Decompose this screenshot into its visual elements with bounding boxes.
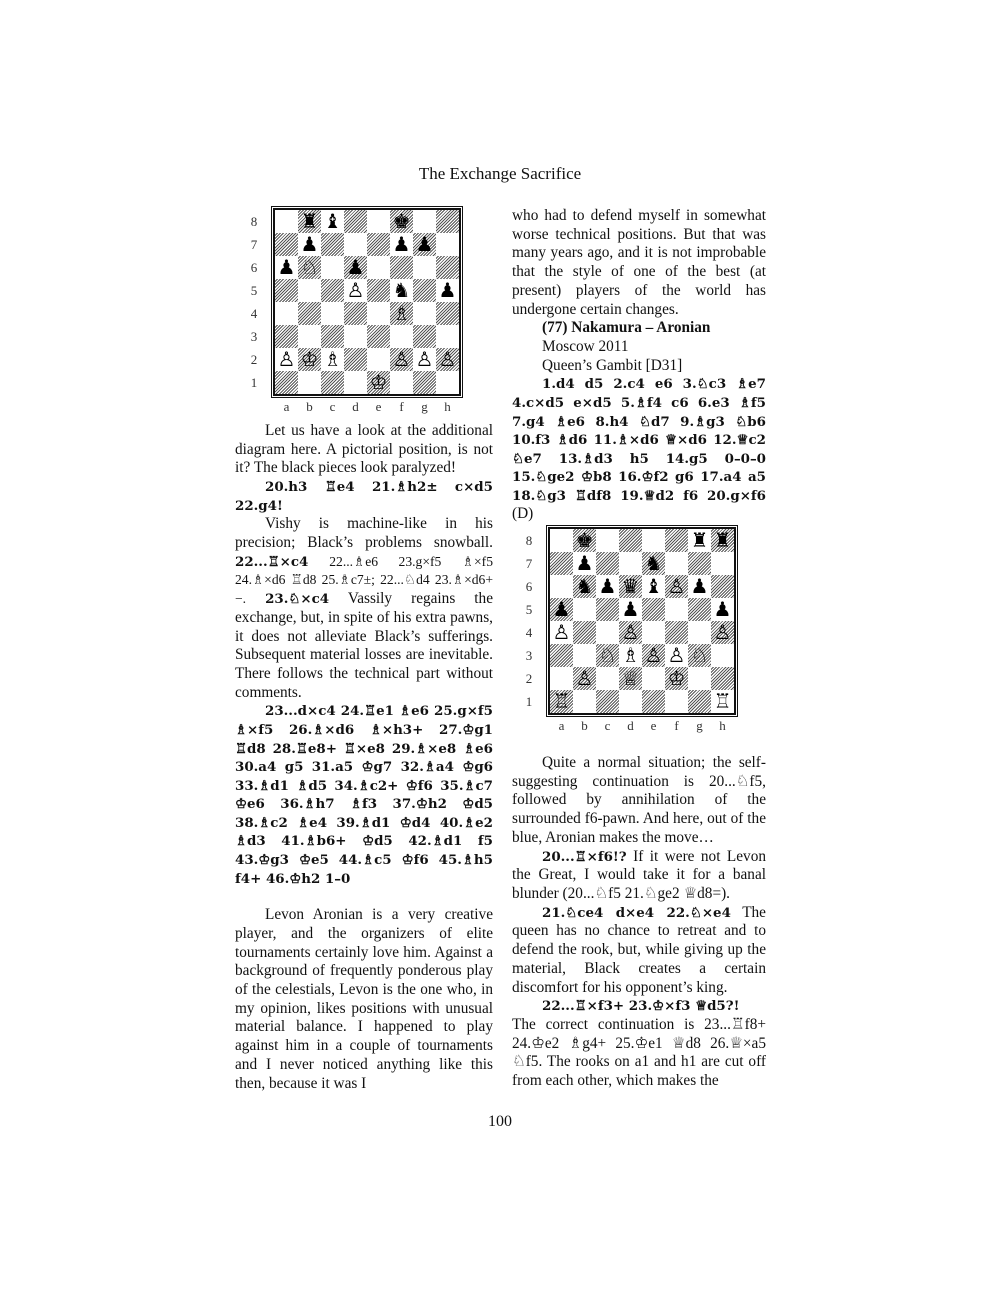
- board-square: [688, 621, 711, 644]
- chess-piece: ♙: [667, 643, 686, 668]
- board-square: [642, 644, 665, 667]
- board-square: [436, 210, 459, 233]
- move: 22...♖×f3+ 23.♔×f3 ♕d5?!: [542, 998, 740, 1015]
- board-square: [367, 233, 390, 256]
- rank-label: 4: [250, 306, 258, 321]
- board-square: [619, 667, 642, 690]
- board-square: [642, 690, 665, 713]
- chess-piece: ♟: [415, 232, 434, 256]
- board-square: [344, 279, 367, 302]
- board-square: [275, 279, 298, 302]
- rank-labels: [522, 529, 536, 713]
- move: 21.♘ce4 d×e4 22.♘×e4: [542, 904, 731, 921]
- file-label: d: [627, 718, 634, 734]
- board-square: [275, 371, 298, 394]
- board-square: [573, 552, 596, 575]
- chess-piece: ♘: [690, 643, 709, 668]
- board-square: [619, 575, 642, 598]
- board-square: [321, 233, 344, 256]
- board-square: [711, 529, 734, 552]
- board-square: [436, 279, 459, 302]
- board-square: [390, 279, 413, 302]
- board-square: [573, 667, 596, 690]
- move-sequence: [512, 375, 766, 524]
- board-square: [367, 210, 390, 233]
- move-sequence: 23...d×c4 24.♖e1 ♗e6 25.g×f5 ♗×f5 26.♗×d6 ♗×h3+ 27.♔g1 ♖d8 28.♖e8+ ♖×e8 29.♗×e8 ♗e6 30.a4 g5 31.a5 ♔g7 32.♗a4 ♔g6 33.♗d1 ♗d5 34.♗c2+ ♔f6 35.♗c7 ♔e6 36.♗h7 ♗f3 37.♔h2 ♔d5 38.♗c2 ♗e4 39.♗d1 ♔d4 40.♗e2 ♗d3 41.♗b6+ ♔d5 42.♗d1 f5 43.♔g3 ♔e5 44.♗c5 ♔f6 45.♗h5 f4+ 46.♔h2 1–0: [235, 703, 493, 887]
- board-square: [711, 621, 734, 644]
- rank-label: 6: [250, 260, 258, 275]
- file-label: b: [581, 718, 588, 734]
- chess-piece: ♝: [644, 574, 663, 599]
- chess-piece: ♜: [690, 528, 709, 553]
- board-square: [550, 690, 573, 713]
- board-square: [665, 598, 688, 621]
- chess-piece: ♞: [575, 574, 594, 599]
- chess-piece: ♟: [300, 232, 319, 256]
- rank-label: 1: [250, 375, 258, 390]
- board-square: [298, 348, 321, 371]
- paragraph: The correct continuation is 23...♖f8+ 24.♔e2 ♗g4+ 25.♔e1 ♕d8 26.♕×a5 ♘f5. The rooks on a1 and h1 are cut off from each other, which makes the: [512, 1015, 766, 1090]
- board-square: [367, 348, 390, 371]
- chess-piece: ♗: [621, 643, 640, 668]
- file-label: e: [375, 399, 382, 414]
- board-square: [367, 302, 390, 325]
- board-square: [413, 325, 436, 348]
- chess-piece: ♜: [300, 209, 319, 233]
- board-square: [619, 598, 642, 621]
- paragraph: [512, 848, 766, 904]
- board-square: [596, 575, 619, 598]
- board-square: [550, 529, 573, 552]
- paragraph: [235, 515, 493, 702]
- board-square: [596, 598, 619, 621]
- paragraph: [512, 904, 766, 998]
- game-header: (77) Nakamura – Aronian: [542, 319, 711, 337]
- chess-piece: ♟: [552, 597, 571, 622]
- board-square: [711, 575, 734, 598]
- chess-piece: ♙: [644, 643, 663, 668]
- text: Vishy is machine-like in his precision; Black’s problems snowball.: [235, 515, 493, 551]
- board-square: [619, 552, 642, 575]
- text: Vassily regains the exchange, but, in spite of his extra pawns, it does not alleviate Black’s sufferings. Subsequent material losses are inevitable. There follows the technical part without comments.: [235, 590, 493, 701]
- chess-piece: ♚: [392, 209, 411, 233]
- file-label: a: [558, 718, 565, 734]
- board-square: [688, 529, 711, 552]
- move: 20...♖×f6!?: [542, 848, 627, 865]
- rank-label: 5: [250, 283, 258, 298]
- file-label: h: [719, 718, 726, 734]
- board-square: [596, 667, 619, 690]
- board-square: [642, 667, 665, 690]
- file-label: e: [650, 718, 657, 734]
- rank-label: 1: [525, 694, 533, 710]
- board-square: [298, 233, 321, 256]
- board-square: [665, 621, 688, 644]
- file-labels: [275, 398, 459, 417]
- board-square: [436, 348, 459, 371]
- file-label: a: [283, 399, 290, 414]
- board-square: [665, 529, 688, 552]
- chess-piece: ♙: [277, 347, 296, 371]
- board-square: [642, 529, 665, 552]
- board-square: [619, 690, 642, 713]
- rank-label: 7: [250, 237, 258, 252]
- file-label: h: [444, 399, 451, 414]
- board-square: [298, 279, 321, 302]
- board-square: [275, 233, 298, 256]
- file-label: g: [421, 399, 428, 414]
- move: 22...♖×c4: [235, 553, 309, 570]
- board-square: [367, 256, 390, 279]
- chess-piece: ♟: [277, 255, 296, 279]
- board-square: [321, 256, 344, 279]
- chess-piece: ♗: [323, 347, 342, 371]
- rank-label: 3: [525, 648, 533, 664]
- chess-diagram-1: [235, 207, 493, 422]
- chess-piece: ♟: [575, 551, 594, 576]
- paragraph: [512, 997, 766, 1016]
- board-square: [665, 575, 688, 598]
- file-label: c: [604, 718, 611, 734]
- board-square: [275, 256, 298, 279]
- board-square: [321, 348, 344, 371]
- chess-piece: ♟: [392, 232, 411, 256]
- board-square: [550, 575, 573, 598]
- chess-piece: ♘: [300, 255, 319, 279]
- board-square: [344, 233, 367, 256]
- board-square: [688, 575, 711, 598]
- board-square: [642, 598, 665, 621]
- board-square: [596, 621, 619, 644]
- board-square: [665, 644, 688, 667]
- board-square: [321, 210, 344, 233]
- chess-piece: ♟: [598, 574, 617, 599]
- board-square: [642, 552, 665, 575]
- chess-piece: ♟: [438, 278, 457, 302]
- chess-piece: ♟: [621, 597, 640, 622]
- board-square: [390, 325, 413, 348]
- board-square: [436, 256, 459, 279]
- chess-piece: ♙: [346, 278, 365, 302]
- chess-piece: ♔: [300, 347, 319, 371]
- board-square: [688, 690, 711, 713]
- chess-piece: ♟: [713, 597, 732, 622]
- board-square: [344, 302, 367, 325]
- board-square: [550, 598, 573, 621]
- board-square: [711, 667, 734, 690]
- game-place: Moscow 2011: [542, 337, 629, 355]
- chess-piece: ♔: [667, 666, 686, 691]
- board-square: [390, 210, 413, 233]
- board-square: [688, 644, 711, 667]
- rank-label: 6: [525, 579, 533, 595]
- board-square: [367, 371, 390, 394]
- move: 23.♘×c4: [265, 591, 330, 608]
- board-square: [321, 279, 344, 302]
- left-column: [235, 207, 493, 1093]
- chessboard: [273, 208, 461, 396]
- board-square: [344, 371, 367, 394]
- board-square: [642, 621, 665, 644]
- rank-label: 2: [525, 671, 533, 687]
- board-square: [596, 690, 619, 713]
- board-square: [436, 325, 459, 348]
- board-square: [642, 575, 665, 598]
- board-square: [711, 690, 734, 713]
- chess-piece: ♖: [713, 689, 732, 714]
- chess-piece: ♗: [392, 301, 411, 325]
- board-square: [665, 552, 688, 575]
- board-square: [550, 667, 573, 690]
- file-label: f: [399, 399, 404, 414]
- file-label: c: [329, 399, 336, 414]
- board-square: [573, 575, 596, 598]
- board-square: [550, 552, 573, 575]
- board-square: [367, 279, 390, 302]
- board-square: [298, 325, 321, 348]
- board-square: [573, 598, 596, 621]
- board-square: [619, 529, 642, 552]
- board-square: [619, 644, 642, 667]
- file-label: b: [306, 399, 313, 414]
- chess-piece: ♖: [552, 689, 571, 714]
- chess-piece: ♙: [713, 620, 732, 645]
- chess-piece: ♔: [369, 370, 388, 394]
- board-square: [596, 644, 619, 667]
- board-square: [413, 256, 436, 279]
- board-square: [344, 348, 367, 371]
- board-square: [390, 233, 413, 256]
- chess-piece: ♕: [621, 666, 640, 691]
- board-square: [390, 256, 413, 279]
- rank-label: 2: [250, 352, 258, 367]
- board-square: [298, 371, 321, 394]
- board-square: [275, 348, 298, 371]
- paragraph: who had to defend myself in somewhat worse technical positions. But that was many years ago, and it is not improbable that the style of one of the best (at present) players of the world has undergone certain changes.: [512, 207, 766, 318]
- page-title: The Exchange Sacrifice: [418, 164, 582, 183]
- right-column: [512, 207, 766, 1091]
- rank-label: 3: [250, 329, 258, 344]
- rank-label: 7: [525, 556, 533, 572]
- file-labels: [550, 717, 734, 736]
- board-square: [436, 233, 459, 256]
- board-square: [596, 529, 619, 552]
- rank-label: 8: [250, 214, 258, 229]
- chess-piece: ♙: [667, 574, 686, 599]
- moves: 1.d4 d5 2.c4 e6 3.♘c3 ♗e7 4.c×d5 e×d5 5.♗f4 c6 6.e3 ♗f5 7.g4 ♗e6 8.h4 ♘d7 9.♗g3 ♘b6 10.f3 ♗d6 11.♗×d6 ♕×d6 12.♕c2 ♘e7 13.♗d3 h5 14.g5 0–0–0 15.♘ge2 ♔b8 16.♔f2 g6 17.a4 a5 18.♘g3 ♖df8 19.♕d2 f6 20.g×f6: [512, 376, 766, 504]
- rank-label: 8: [525, 533, 533, 549]
- paragraph: Levon Aronian is a very creative player, and the organizers of elite tournaments certainly love him. Against a background of frequently ponderous play of the celestials, Levon is the one who, in my opinion, likes positions with unusual material balance. I happened to play against him in a couple of tournaments and I never noticed anything like this then, because it was I: [235, 906, 493, 1092]
- chess-piece: ♙: [415, 347, 434, 371]
- chessboard: [548, 527, 736, 715]
- text: The queen has no chance to retreat and to defend the rook, but, while giving up the material, Black creates a certain discomfort for his opponent’s king.: [512, 903, 766, 996]
- board-square: [711, 598, 734, 621]
- board-square: [550, 621, 573, 644]
- board-square: [344, 256, 367, 279]
- board-square: [688, 667, 711, 690]
- board-square: [665, 690, 688, 713]
- board-square: [367, 325, 390, 348]
- chess-piece: ♟: [690, 574, 709, 599]
- board-square: [321, 325, 344, 348]
- board-square: [275, 302, 298, 325]
- board-square: [321, 302, 344, 325]
- board-square: [711, 644, 734, 667]
- board-square: [436, 302, 459, 325]
- chess-piece: ♟: [346, 255, 365, 279]
- spacer: [235, 888, 493, 906]
- chess-piece: ♚: [575, 528, 594, 553]
- chess-diagram-2: [512, 524, 766, 754]
- board-square: [550, 644, 573, 667]
- board-square: [298, 210, 321, 233]
- chess-piece: ♞: [644, 551, 663, 576]
- board-square: [573, 529, 596, 552]
- chess-piece: ♞: [392, 278, 411, 302]
- board-square: [275, 210, 298, 233]
- page-number: 100: [488, 1113, 512, 1130]
- board-square: [390, 348, 413, 371]
- chess-piece: ♛: [621, 574, 640, 599]
- board-square: [390, 302, 413, 325]
- board-square: [711, 552, 734, 575]
- chess-piece: ♙: [552, 620, 571, 645]
- chess-piece: ♙: [621, 620, 640, 645]
- chess-piece: ♜: [713, 528, 732, 553]
- diagram-tag: (D): [512, 505, 534, 523]
- board-square: [665, 667, 688, 690]
- board-square: [344, 210, 367, 233]
- board-square: [413, 348, 436, 371]
- chess-piece: ♘: [598, 643, 617, 668]
- board-square: [413, 279, 436, 302]
- game-opening: Queen’s Gambit [D31]: [542, 356, 683, 374]
- paragraph: Let us have a look at the additional diagram here. A pictorial position, is not it? The black pieces look paralyzed!: [235, 422, 493, 477]
- chess-piece: ♙: [438, 347, 457, 371]
- board-square: [619, 621, 642, 644]
- rank-label: 4: [525, 625, 533, 641]
- rank-labels: [247, 210, 261, 394]
- board-square: [688, 552, 711, 575]
- board-square: [413, 210, 436, 233]
- text: If it were not Levon the Great, I would take it for a banal blunder (20...♘f5 21.♘ge2 ♕d8=).: [512, 847, 766, 902]
- paragraph: Quite a normal situation; the self-suggesting continuation is 20...♘f5, followed by annihilation of the surrounded f6-pawn. And here, out of the blue, Aronian makes the move…: [512, 754, 766, 846]
- board-square: [573, 621, 596, 644]
- board-square: [573, 644, 596, 667]
- file-label: g: [696, 718, 703, 734]
- chess-piece: ♙: [575, 666, 594, 691]
- board-square: [413, 302, 436, 325]
- board-square: [344, 325, 367, 348]
- chess-piece: ♙: [392, 347, 411, 371]
- board-square: [298, 302, 321, 325]
- board-square: [275, 325, 298, 348]
- board-square: [596, 552, 619, 575]
- board-square: [688, 598, 711, 621]
- board-square: [413, 233, 436, 256]
- board-square: [413, 371, 436, 394]
- board-square: [321, 371, 344, 394]
- board-square: [390, 371, 413, 394]
- chess-piece: ♝: [323, 209, 342, 233]
- rank-label: 5: [525, 602, 533, 618]
- file-label: d: [352, 399, 359, 414]
- board-square: [573, 690, 596, 713]
- move-sequence: 20.h3 ♖e4 21.♗h2± c×d5 22.g4!: [235, 479, 493, 514]
- board-square: [436, 371, 459, 394]
- board-square: [298, 256, 321, 279]
- variation: 22...♗e6 23.g×f5 ♗×f5 24.♗×d6 ♖d8 25.♗c7±; 22...♘d4 23.♗×d6+−.: [235, 553, 493, 607]
- file-label: f: [674, 718, 679, 734]
